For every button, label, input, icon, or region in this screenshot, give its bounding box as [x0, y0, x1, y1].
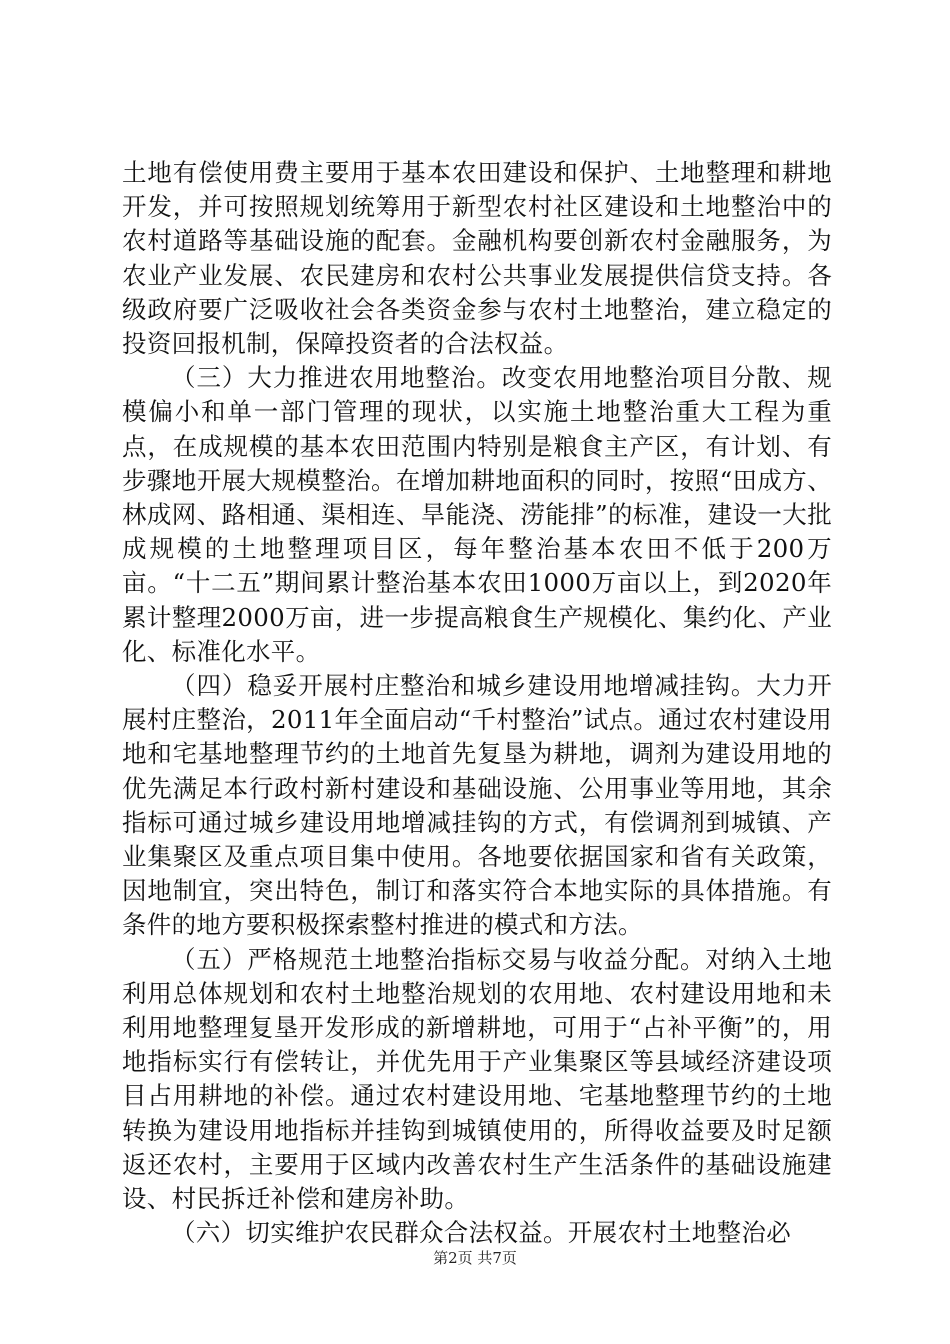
paragraph-1: 土地有偿使用费主要用于基本农田建设和保护、土地整理和耕地开发，并可按照规划统筹用于新型农村社区建设和土地整治中的农村道路等基础设施的配套。金融机构要创新农村金融服务，为农业产业发展、农民建房和农村公共事业发展提供信贷支持。各级政府要广泛吸收社会各类资金参与农村土地整治，建立稳定的投资回报机制，保障投资者的合法权益。 — [122, 158, 832, 359]
paragraph-2: （三）大力推进农用地整治。改变农用地整治项目分散、规模偏小和单一部门管理的现状，以实施土地整治重大工程为重点，在成规模的基本农田范围内特别是粮食主产区，有计划、有步骤地开展大规模整治。在增加耕地面积的同时，按照“田成方、林成网、路相通、渠相连、旱能浇、涝能排”的标准，建设一大批成规模的土地整理项目区，每年整治基本农田不低于200万亩。“十二五”期间累计整治基本农田1000万亩以上，到2020年累计整理2000万亩，进一步提高粮食生产规模化、集约化、产业化、标准化水平。 — [122, 363, 832, 666]
page-footer: 第2页 共7页 — [433, 1249, 517, 1267]
paragraph-3: （四）稳妥开展村庄整治和城乡建设用地增减挂钩。大力开展村庄整治，2011年全面启动“千村整治”试点。通过农村建设用地和宅基地整理节约的土地首先复垦为耕地，调剂为建设用地的优先满足本行政村新村建设和基础设施、公用事业等用地，其余指标可通过城乡建设用地增减挂钩的方式，有偿调剂到城镇、产业集聚区及重点项目集中使用。各地要依据国家和省有关政策，因地制宜，突出特色，制订和落实符合本地实际的具体措施。有条件的地方要积极探索整村推进的模式和方法。 — [122, 671, 832, 940]
paragraph-5: （六）切实维护农民群众合法权益。开展农村土地整治必 — [171, 1218, 791, 1248]
paragraph-4: （五）严格规范土地整治指标交易与收益分配。对纳入土地利用总体规划和农村土地整治规划的农用地、农村建设用地和未利用地整理复垦开发形成的新增耕地，可用于“占补平衡”的，用地指标实行有偿转让，并优先用于产业集聚区等县域经济建设项目占用耕地的补偿。通过农村建设用地、宅基地整理节约的土地转换为建设用地指标并挂钩到城镇使用的，所得收益要及时足额返还农村，主要用于区域内改善农村生产生活条件的基础设施建设、村民拆迁补偿和建房补助。 — [122, 944, 832, 1214]
document-body — [122, 156, 832, 1251]
